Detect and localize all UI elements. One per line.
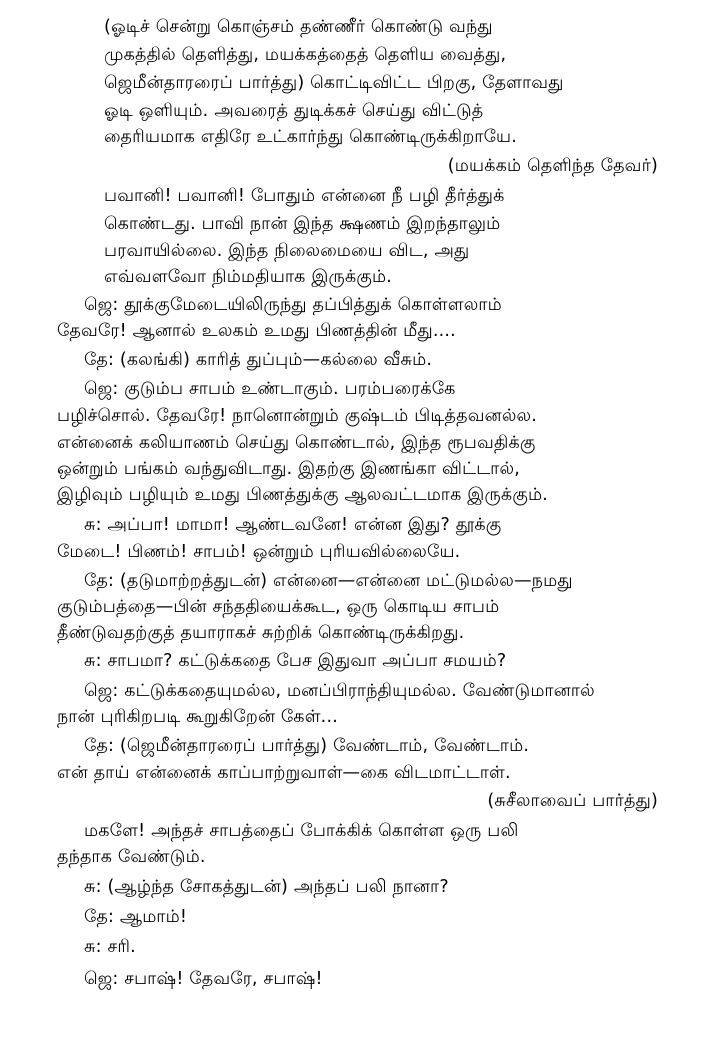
text-line-15: பழிச்சொல். தேவரே! நானொன்றும் குஷ்டம் பிடித்தவனல்ல. [57,406,538,426]
text-line-22: குடும்பத்தை—பின் சந்ததியைக்கூட, ஒரு கொடிய சாபம் [57,597,500,617]
text-line-30: மகளே! அந்தச் சாபத்தைப் போக்கிக் கொள்ள ஒரு பலி [84,821,519,841]
text-line-27: தே: (ஜெமீன்தாரரைப் பார்த்து) வேண்டாம், வேண்டாம். [84,736,530,756]
stage-direction-2: (சுசீலாவைப் பார்த்து) [487,791,658,811]
text-line-33: தே: ஆமாம்! [84,907,188,927]
text-line-34: சு: சரி. [84,937,136,957]
text-line-10: எவ்வளவோ நிம்மதியாக இருக்கும். [104,267,393,287]
text-line-12: தேவரே! ஆனால் உலகம் உமது பிணத்தின் மீது.... [57,321,456,341]
text-line-8: கொண்டது. பாவி நான் இந்த க்ஷணம் இறந்தாலும் [104,214,501,234]
text-line-14: ஜெ: குடும்ப சாபம் உண்டாகும். பரம்பரைக்கே [84,379,456,399]
text-line-32: சு: (ஆழ்ந்த சோகத்துடன்) அந்தப் பலி நானா? [84,877,449,897]
text-line-17: ஒன்றும் பங்கம் வந்துவிடாது. இதற்கு இணங்கா விட்டால், [57,459,520,479]
text-line-19: சு: அப்பா! மாமா! ஆண்டவனே! என்ன இது? தூக்கு [84,515,502,535]
text-line-18: இழிவும் பழியும் உமது பிணத்துக்கு ஆலவட்டமாக இருக்கும். [57,485,549,505]
text-line-26: நான் புரிகிறபடி கூறுகிறேன் கேள்... [57,707,338,727]
text-line-7: பவானி! பவானி! போதும் என்னை நீ பழி தீர்த்துக் [104,186,505,206]
stage-direction: (மயக்கம் தெளிந்த தேவர்) [447,156,658,176]
text-line-1: (ஓடிச் சென்று கொஞ்சம் தண்ணீர் கொண்டு வந்து [104,17,493,37]
text-line-25: ஜெ: கட்டுக்கதையுமல்ல, மனப்பிராந்தியுமல்ல. வேண்டுமானால் [84,681,595,701]
text-line-3: ஜெமீன்தாரரைப் பார்த்து) கொட்டிவிட்ட பிறகு, தேளாவது [104,73,564,93]
text-line-13: தே: (கலங்கி) காரித் துப்பும்—கல்லை வீசும். [84,350,433,370]
text-line-20: மேடை! பிணம்! சாபம்! ஒன்றும் புரியவில்லையே. [57,542,461,562]
text-line-28: என் தாய் என்னைக் காப்பாற்றுவாள்—கை விடமாட்டாள். [57,763,511,783]
text-line-4: ஓடி ஒளியும். அவரைத் துடிக்கச் செய்து விட்டுத் [104,101,484,121]
text-line-5: தைரியமாக எதிரே உட்கார்ந்து கொண்டிருக்கிறாயே. [104,127,517,147]
text-line-24: சு: சாபமா? கட்டுக்கதை பேச இதுவா அப்பா சமயம்? [84,651,507,671]
text-line-35: ஜெ: சபாஷ்! தேவரே, சபாஷ்! [84,969,323,989]
text-line-23: தீண்டுவதற்குத் தயாராகச் சுற்றிக் கொண்டிருக்கிறது. [57,623,465,643]
text-line-21: தே: (தடுமாற்றத்துடன்) என்னை—என்னை மட்டுமல்ல—நமது [84,571,573,591]
text-line-2: முகத்தில் தெளித்து, மயக்கத்தைத் தெளிய வைத்து, [104,45,507,65]
text-line-31: தந்தாக வேண்டும். [57,847,206,867]
text-line-16: என்னைக் கலியாணம் செய்து கொண்டால், இந்த ரூபவதிக்கு [57,433,536,453]
text-line-9: பரவாயில்லை. இந்த நிலைமையை விட, அது [104,241,470,261]
text-line-11: ஜெ: தூக்குமேடையிலிருந்து தப்பித்துக் கொள்ளலாம் [84,295,502,315]
